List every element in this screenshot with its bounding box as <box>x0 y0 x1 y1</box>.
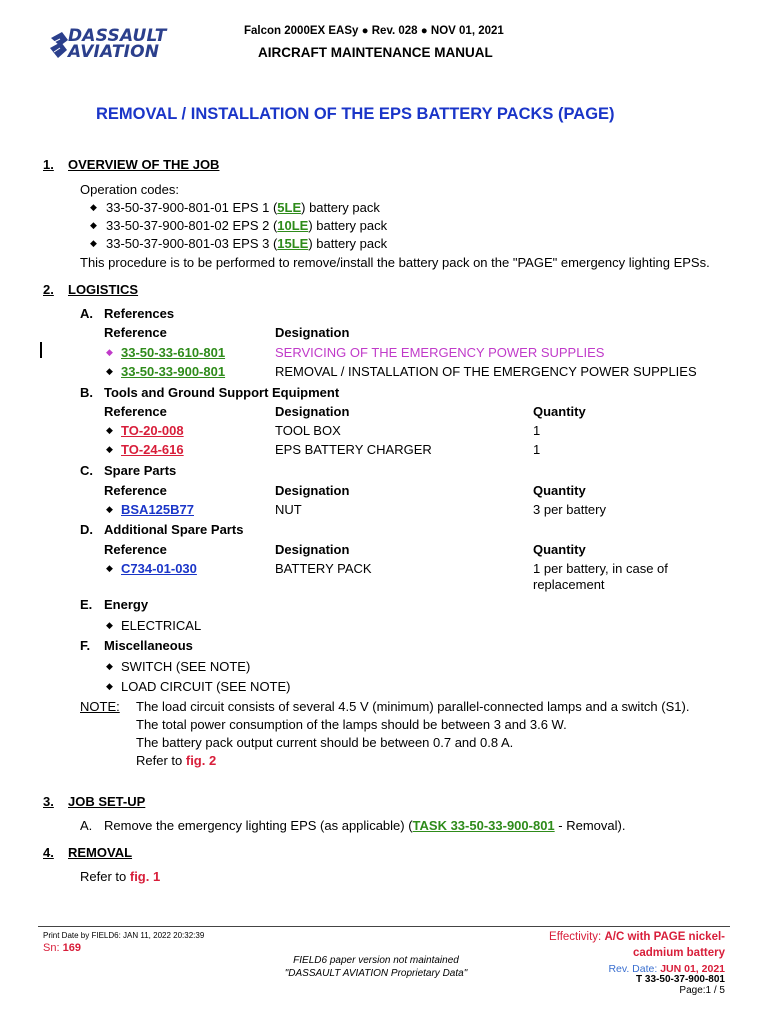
section3-heading: JOB SET-UP <box>68 794 146 809</box>
page-title: REMOVAL / INSTALLATION OF THE EPS BATTERY PACKS (PAGE) <box>96 105 615 123</box>
col-reference-header: Reference <box>104 483 167 498</box>
section1-heading: OVERVIEW OF THE JOB <box>68 157 220 172</box>
fig-1-link[interactable]: fig. 1 <box>129 869 161 884</box>
part-quantity-line1: 1 per battery, in case of <box>533 561 668 576</box>
section4-heading: REMOVAL <box>68 845 133 860</box>
tool-quantity: 1 <box>533 423 541 438</box>
serial-number: Sn: 169 <box>43 942 81 954</box>
bullet-icon: ◆ <box>106 504 113 514</box>
revision-date: Rev. Date: JUN 01, 2021 <box>608 963 725 975</box>
bullet-icon: ◆ <box>90 220 97 230</box>
col-quantity-header: Quantity <box>533 483 586 498</box>
fig-2-link[interactable]: fig. 2 <box>185 753 217 768</box>
logo-emblem-icon <box>48 30 70 64</box>
doc-revision-line: Falcon 2000EX EASy ● Rev. 028 ● NOV 01, 2021 <box>244 25 504 37</box>
part-designation: NUT <box>275 502 302 517</box>
note-label: NOTE: <box>80 699 120 714</box>
ref-link-33-50-33-610-801[interactable]: 33-50-33-610-801 <box>121 345 226 360</box>
col-designation-header: Designation <box>275 404 350 419</box>
ref-designation: SERVICING OF THE EMERGENCY POWER SUPPLIES <box>275 345 605 360</box>
task-link-33-50-33-900-801[interactable]: TASK 33-50-33-900-801 <box>412 818 555 833</box>
bullet-icon: ◆ <box>90 202 97 212</box>
effectivity: Effectivity: A/C with PAGE nickel- <box>549 931 725 943</box>
subsection-b-letter: B. <box>80 385 93 400</box>
procedure-statement: This procedure is to be performed to remove/install the battery pack on the "PAGE" emergency lighting EPSs. <box>80 255 710 270</box>
link-5le[interactable]: 5LE <box>277 200 302 215</box>
effectivity-line2: cadmium battery <box>632 947 725 959</box>
subsection-a-title: References <box>104 306 175 321</box>
manual-title: AIRCRAFT MAINTENANCE MANUAL <box>258 45 493 60</box>
link-10le[interactable]: 10LE <box>277 218 309 233</box>
misc-item: LOAD CIRCUIT (SEE NOTE) <box>121 679 291 694</box>
note-line: The battery pack output current should be between 0.7 and 0.8 A. <box>136 735 514 750</box>
subsection-f-title: Miscellaneous <box>104 638 193 653</box>
tool-designation: EPS BATTERY CHARGER <box>275 442 432 457</box>
page-number: Page:1 / 5 <box>679 985 725 996</box>
bullet-icon: ◆ <box>106 425 113 435</box>
bullet-icon: ◆ <box>106 681 113 691</box>
footer-divider <box>38 926 730 927</box>
energy-item: ELECTRICAL <box>121 618 202 633</box>
operation-codes-label: Operation codes: <box>80 182 180 197</box>
setup-item-letter: A. <box>80 818 93 833</box>
subsection-c-letter: C. <box>80 463 93 478</box>
bullet-icon: ◆ <box>106 366 113 376</box>
col-reference-header: Reference <box>104 404 167 419</box>
subsection-e-title: Energy <box>104 597 149 612</box>
note-line: The total power consumption of the lamps should be between 3 and 3.6 W. <box>136 717 567 732</box>
note-line: The load circuit consists of several 4.5 V (minimum) parallel-connected lamps and a switch (S1). <box>136 699 690 714</box>
note-refer: Refer to fig. 2 <box>136 753 217 768</box>
ref-designation: REMOVAL / INSTALLATION OF THE EMERGENCY POWER SUPPLIES <box>275 364 697 379</box>
section3-number: 3. <box>43 794 54 809</box>
print-date: Print Date by FIELD6: JAN 11, 2022 20:32:39 <box>43 931 205 940</box>
part-quantity: 3 per battery <box>533 502 606 517</box>
setup-item: Remove the emergency lighting EPS (as applicable) (TASK 33-50-33-900-801 - Removal). <box>104 818 626 833</box>
operation-code-2: 33-50-37-900-801-02 EPS 2 (10LE) battery pack <box>106 218 388 233</box>
ref-link-33-50-33-900-801[interactable]: 33-50-33-900-801 <box>121 364 226 379</box>
subsection-d-title: Additional Spare Parts <box>104 522 244 537</box>
col-quantity-header: Quantity <box>533 404 586 419</box>
tool-designation: TOOL BOX <box>275 423 341 438</box>
disclaimer-line1: FIELD6 paper version not maintained <box>293 955 459 966</box>
section2-heading: LOGISTICS <box>68 282 139 297</box>
part-link-bsa125b77[interactable]: BSA125B77 <box>121 502 194 517</box>
dassault-logo <box>48 28 178 68</box>
col-quantity-header: Quantity <box>533 542 586 557</box>
logo-line1: DASSAULT <box>68 26 167 46</box>
col-designation-header: Designation <box>275 483 350 498</box>
subsection-b-title: Tools and Ground Support Equipment <box>104 385 340 400</box>
section1-number: 1. <box>43 157 54 172</box>
logo-line2: AVIATION <box>68 42 160 62</box>
col-designation-header: Designation <box>275 542 350 557</box>
subsection-a-letter: A. <box>80 306 93 321</box>
col-designation-header: Designation <box>275 325 350 340</box>
subsection-d-letter: D. <box>80 522 93 537</box>
subsection-e-letter: E. <box>80 597 93 612</box>
part-link-c734-01-030[interactable]: C734-01-030 <box>121 561 197 576</box>
section4-number: 4. <box>43 845 54 860</box>
col-reference-header: Reference <box>104 542 167 557</box>
removal-refer: Refer to fig. 1 <box>80 869 161 884</box>
section2-number: 2. <box>43 282 54 297</box>
misc-item: SWITCH (SEE NOTE) <box>121 659 251 674</box>
col-reference-header: Reference <box>104 325 167 340</box>
bullet-icon: ◆ <box>106 347 113 357</box>
bullet-icon: ◆ <box>106 444 113 454</box>
operation-code-1: 33-50-37-900-801-01 EPS 1 (5LE) battery pack <box>106 200 380 215</box>
bullet-icon: ◆ <box>106 661 113 671</box>
change-bar <box>40 342 42 358</box>
subsection-f-letter: F. <box>80 638 91 653</box>
task-code: T 33-50-37-900-801 <box>636 974 725 985</box>
part-quantity-line2: replacement <box>533 577 605 592</box>
subsection-c-title: Spare Parts <box>104 463 177 478</box>
tool-link-to-20-008[interactable]: TO-20-008 <box>121 423 184 438</box>
link-15le[interactable]: 15LE <box>277 236 309 251</box>
tool-quantity: 1 <box>533 442 541 457</box>
bullet-icon: ◆ <box>90 238 97 248</box>
bullet-icon: ◆ <box>106 563 113 573</box>
disclaimer-line2: "DASSAULT AVIATION Proprietary Data" <box>284 968 468 979</box>
tool-link-to-24-616[interactable]: TO-24-616 <box>121 442 184 457</box>
part-designation: BATTERY PACK <box>275 561 372 576</box>
operation-code-3: 33-50-37-900-801-03 EPS 3 (15LE) battery pack <box>106 236 388 251</box>
bullet-icon: ◆ <box>106 620 113 630</box>
